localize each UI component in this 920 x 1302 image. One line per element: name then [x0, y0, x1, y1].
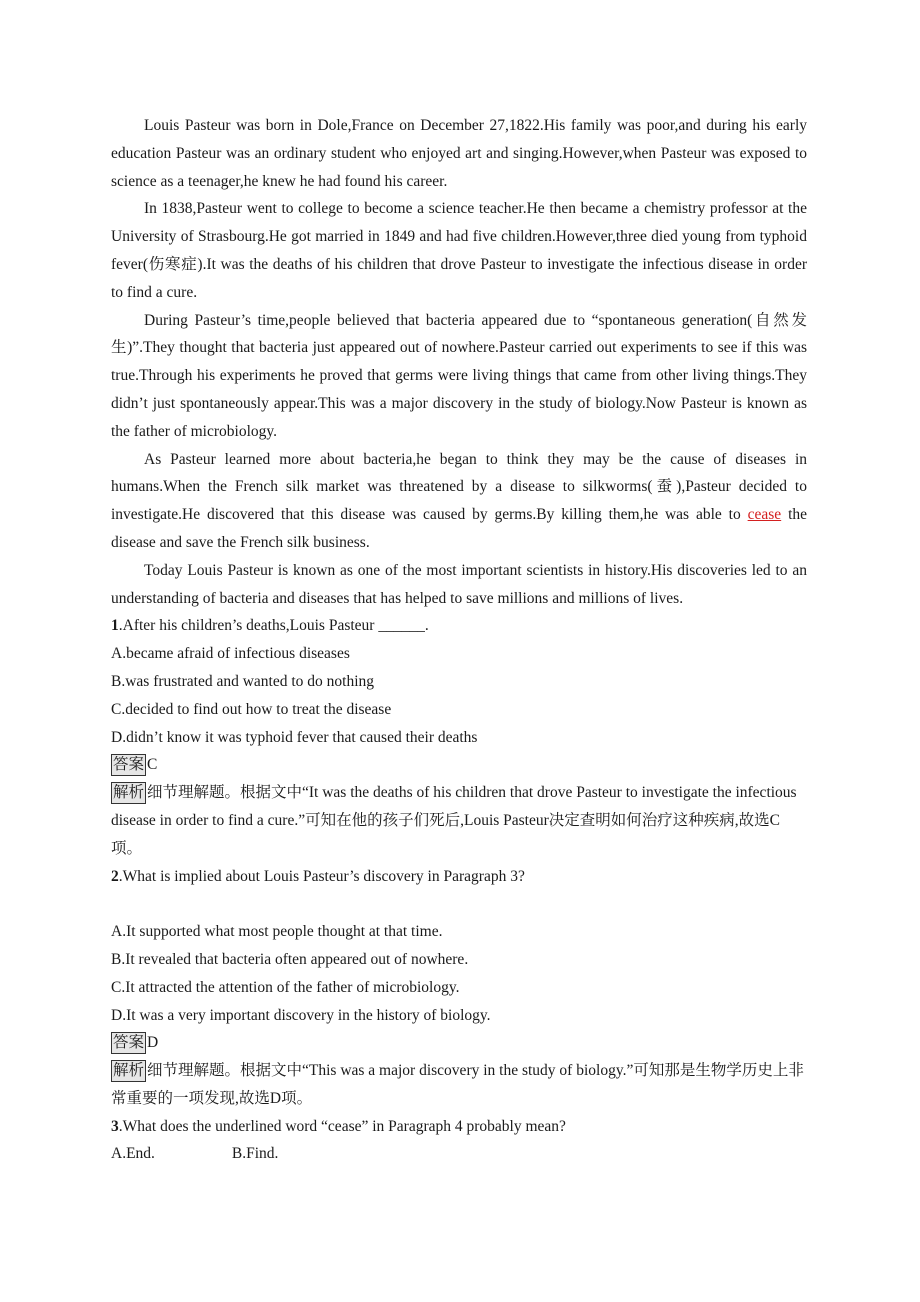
passage-paragraph-2: In 1838,Pasteur went to college to become a science teacher.He then became a chemistry professor at the University of Strasbourg.He got married in 1849 and had five children.However,three died young from typhoid fever(伤寒症).It was the deaths of his children that drove Pasteur to investigate the infectious disease in order to find a cure.: [111, 200, 807, 301]
question-2-option-b: B.It revealed that bacteria often appeared out of nowhere.: [111, 950, 469, 968]
question-1-number: 1: [111, 617, 119, 635]
paragraph-4-text-after: the disease and save the French silk business.: [111, 506, 808, 551]
question-1-analysis-text: 细节理解题。根据文中“It was the deaths of his children that drove Pasteur to investigate the infectious disease in order to find a cure.”可知在他的孩子们死后,Louis Pasteur决定查明如何治疗这种疾病,故选C项。: [111, 784, 797, 857]
paragraph-4-text-before: As Pasteur learned more about bacteria,he began to think they may be the cause of diseases in humans.When the French silk market was threatened by a disease to silkworms(蚕),Pasteur decided to investigate.He discovered that this disease was caused by germs.By killing them,he was able to: [111, 450, 807, 524]
passage-paragraph-1: Louis Pasteur was born in Dole,France on December 27,1822.His family was poor,and during his early education Pasteur was an ordinary student who enjoyed art and singing.However,when Pasteur was exposed to science as a teenager,he knew he had found his career.: [111, 117, 807, 190]
question-3-number: 3: [111, 1117, 119, 1135]
question-3-stem: [111, 1113, 807, 1141]
question-1-answer: [111, 751, 807, 779]
question-1-answer-value: C: [147, 756, 158, 774]
analysis-tag: 解析: [111, 1060, 146, 1082]
question-2-number: 2: [111, 867, 119, 885]
passage-paragraph-3: During Pasteur’s time,people believed that bacteria appeared due to “spontaneous generation(自然发生)”.They thought that bacteria just appeared out of nowhere.Pasteur carried out experiments to see if this was true.Through his experiments he proved that germs were living things that came from other living things.They didn’t just spontaneously appear.This was a major discovery in the study of biology.Now Pasteur is known as the father of microbiology.: [111, 311, 807, 440]
answer-tag: 答案: [111, 1032, 146, 1054]
passage-paragraph-5: Today Louis Pasteur is known as one of the most important scientists in history.His discoveries led to an understanding of bacteria and diseases that has helped to save millions and millions of lives.: [111, 561, 807, 607]
blank-line: [111, 890, 807, 918]
question-1-option-b: B.was frustrated and wanted to do nothing: [111, 672, 375, 690]
question-1-stem: [111, 612, 807, 640]
question-1-text: .After his children’s deaths,Louis Pasteur ______.: [118, 617, 429, 635]
question-2-analysis-text: 细节理解题。根据文中“This was a major discovery in the study of biology.”可知那是生物学历史上非常重要的一项发现,故选D项。: [111, 1062, 804, 1107]
question-2-text: .What is implied about Louis Pasteur’s discovery in Paragraph 3?: [118, 867, 525, 885]
question-3-option-b: B.Find.: [231, 1145, 279, 1163]
question-2-stem: [111, 863, 807, 891]
question-3-option-a: A.End.: [111, 1145, 155, 1163]
question-2-option-c: C.It attracted the attention of the father of microbiology.: [111, 978, 460, 996]
passage-paragraph-4: [111, 446, 807, 557]
question-3-options: [111, 1140, 807, 1168]
question-2-option-d: D.It was a very important discovery in the history of biology.: [111, 1006, 491, 1024]
analysis-tag: 解析: [111, 782, 146, 804]
answer-tag: 答案: [111, 754, 146, 776]
question-1-analysis: [111, 779, 807, 862]
question-2-answer: [111, 1029, 807, 1057]
question-1-option-d: D.didn’t know it was typhoid fever that caused their deaths: [111, 728, 478, 746]
question-1-option-a: A.became afraid of infectious diseases: [111, 645, 350, 663]
question-1-option-c: C.decided to find out how to treat the disease: [111, 700, 392, 718]
question-2-analysis: [111, 1057, 807, 1113]
underlined-word-cease: cease: [747, 506, 782, 524]
document-page: [111, 112, 807, 1168]
question-3-text: .What does the underlined word “cease” in Paragraph 4 probably mean?: [118, 1117, 566, 1135]
question-2-answer-value: D: [147, 1034, 159, 1052]
question-2-option-a: A.It supported what most people thought at that time.: [111, 923, 443, 941]
